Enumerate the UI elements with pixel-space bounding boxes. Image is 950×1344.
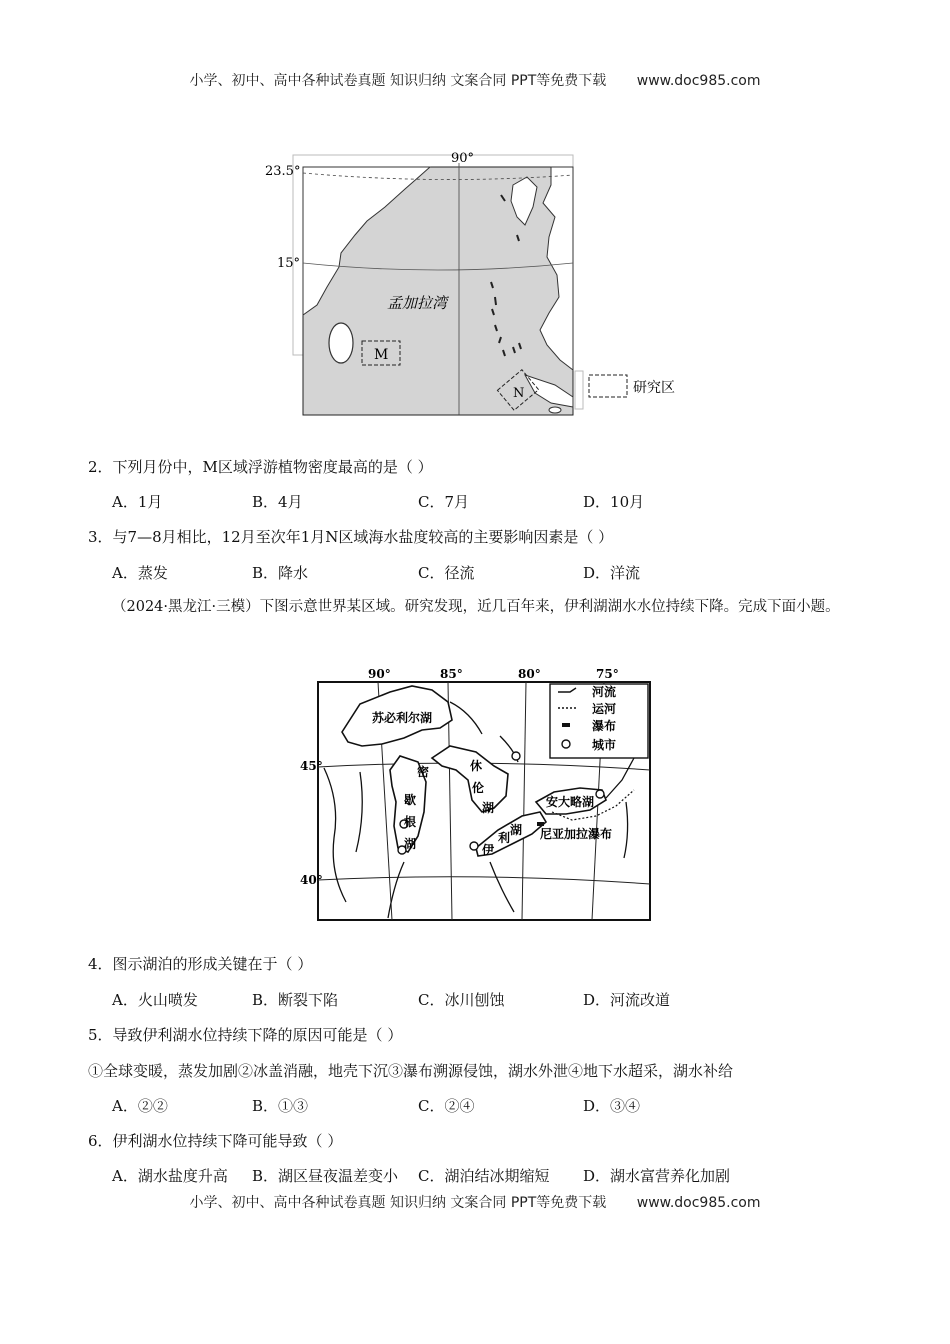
q4-option-b[interactable]: B．断裂下陷 [252,991,339,1009]
lake-huron-label-1: 休 [470,759,483,773]
legend-city-icon [562,740,570,748]
lake-huron-label-2: 伦 [472,781,485,795]
lake-erie-label-3: 湖 [510,823,523,837]
lake-erie-label-1: 伊 [482,843,495,857]
page-header [0,70,950,90]
intro-source: （2024·黑龙江·三模） [112,599,260,615]
footer-text: 小学、初中、高中各种试卷真题 知识归纳 文案合同 PPT等免费下载 [189,1195,607,1211]
q5-option-b[interactable]: B．①③ [252,1097,309,1115]
q4-option-d[interactable]: D．河流改道 [583,991,671,1009]
legend-waterfall-icon [562,723,570,727]
q3-option-b[interactable]: B．降水 [252,564,309,582]
q5-option-c[interactable]: C．②④ [418,1097,475,1115]
lon-label-75: 75° [596,667,619,681]
q2-option-c[interactable]: C．7月 [418,493,470,511]
q3-option-d[interactable]: D．洋流 [583,564,641,582]
question-4-stem: 4．图示湖泊的形成关键在于（ ） [88,955,313,973]
legend-canal-label: 运河 [592,702,617,716]
intro-paragraph [88,592,868,622]
bay-of-bengal-label: 孟加拉湾 [387,294,448,312]
great-lakes-map [300,662,660,927]
legend-city-label: 城市 [592,738,617,752]
question-5-statements: ①全球变暖，蒸发加剧②冰盖消融，地壳下沉③瀑布溯源侵蚀，湖水外泄④地下水超采，湖水补给 [88,1062,734,1080]
legend-box-icon [589,375,627,397]
question-6-stem: 6．伊利湖水位持续下降可能导致（ ） [88,1132,343,1150]
page-footer [0,1192,950,1212]
footer-url: www.doc985.com [636,1195,761,1211]
map2-legend [550,684,648,758]
lake-michigan-label-3: 根 [404,815,417,829]
q4-option-a[interactable]: A．火山喷发 [112,991,198,1009]
q3-option-c[interactable]: C．径流 [418,564,475,582]
niagara-falls-label: 尼亚加拉瀑布 [540,827,613,841]
legend-label: 研究区 [633,380,675,396]
lat-15-label: 15° [277,256,301,271]
lake-michigan-label-2: 歇 [404,793,417,807]
bay-of-bengal-map [255,145,705,425]
m-region-label: M [374,347,389,363]
intro-text: 下图示意世界某区域。研究发现，近几百年来，伊利湖湖水水位持续下降。完成下面小题。 [259,599,840,615]
lon-90-label: 90° [451,151,475,166]
lake-erie-label-2: 利 [498,831,511,845]
n-region-label: N [513,386,525,401]
lake-ontario-label: 安大略湖 [546,795,595,809]
lake-michigan-label-1: 密 [417,765,430,779]
niagara-falls-mark [537,822,544,826]
q5-option-a[interactable]: A．②② [112,1097,168,1115]
q2-option-a[interactable]: A．1月 [112,493,163,511]
lon-label-90: 90° [368,667,391,681]
question-5-stem: 5．导致伊利湖水位持续下降的原因可能是（ ） [88,1026,403,1044]
question-3-stem: 3．与7—8月相比，12月至次年1月N区域海水盐度较高的主要影响因素是（ ） [88,528,614,546]
map1-area [303,167,573,415]
q3-option-a[interactable]: A．蒸发 [112,564,168,582]
lake-michigan-label-4: 湖 [404,837,417,851]
lake-huron-label-3: 湖 [482,801,495,815]
lat-label-45: 45° [300,759,323,773]
q2-option-b[interactable]: B．4月 [252,493,303,511]
header-url: www.doc985.com [636,73,761,89]
map1-side-frame [575,371,583,409]
legend-waterfall-label: 瀑布 [592,719,617,733]
q6-option-c[interactable]: C．湖泊结冰期缩短 [418,1167,550,1185]
lon-label-85: 85° [440,667,463,681]
q6-option-d[interactable]: D．湖水富营养化加剧 [583,1167,731,1185]
question-2-stem: 2．下列月份中，M区域浮游植物密度最高的是（ ） [88,458,433,476]
q5-option-d[interactable]: D．③④ [583,1097,641,1115]
q4-option-c[interactable]: C．冰川刨蚀 [418,991,505,1009]
q2-option-d[interactable]: D．10月 [583,493,645,511]
lat-label-40: 40° [300,873,323,887]
q6-option-b[interactable]: B．湖区昼夜温差变小 [252,1167,399,1185]
lake-superior-label: 苏必利尔湖 [372,711,433,725]
legend-river-label: 河流 [592,685,617,699]
lat-23-label: 23.5° [265,164,301,179]
lon-label-80: 80° [518,667,541,681]
header-text: 小学、初中、高中各种试卷真题 知识归纳 文案合同 PPT等免费下载 [189,73,607,89]
q6-option-a[interactable]: A．湖水盐度升高 [112,1167,228,1185]
